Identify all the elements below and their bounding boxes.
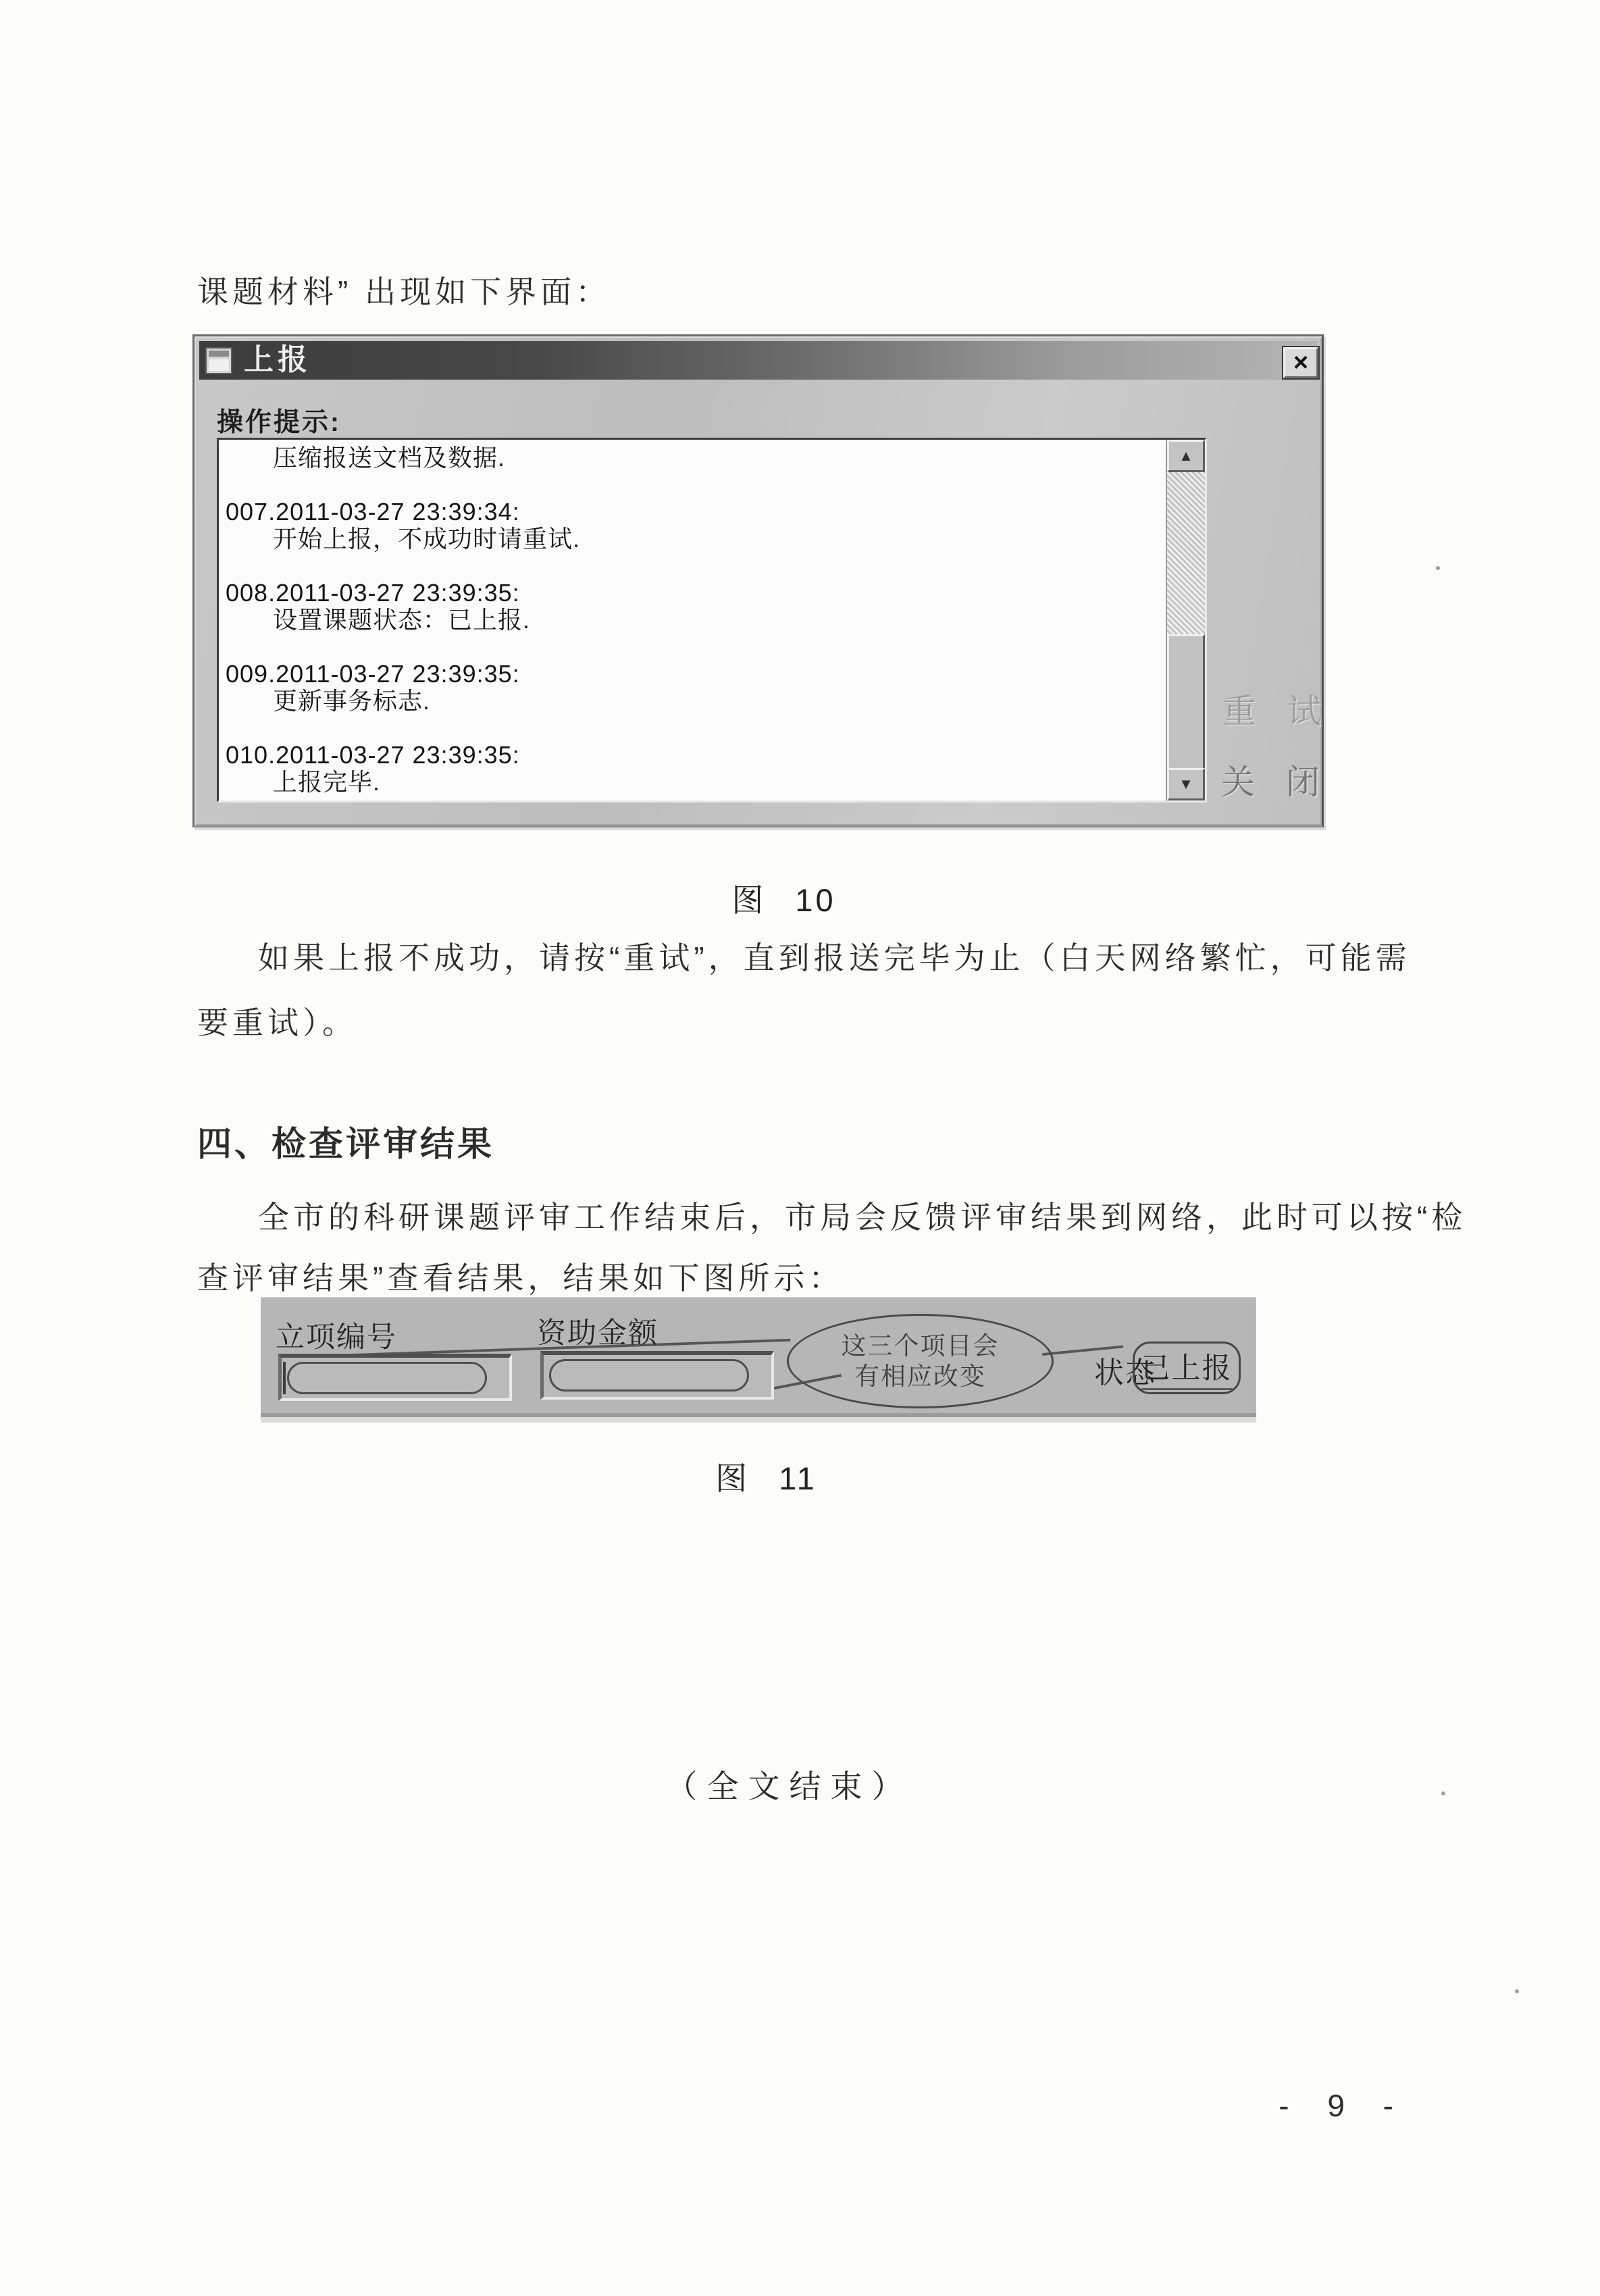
status-label: 状态 — [1094, 1356, 1156, 1389]
scrollbar-thumb[interactable] — [1167, 634, 1205, 772]
scrollbar-track[interactable] — [1167, 472, 1205, 634]
dialog-titlebar — [199, 341, 1317, 380]
paragraph2-line2: 查评审结果”查看结果，结果如下图所示： — [197, 1260, 844, 1296]
scan-speck — [1441, 1791, 1445, 1795]
log-line: 009.2011-03-27 23:39:35: — [226, 660, 520, 688]
log-line: 开始上报，不成功时请重试. — [273, 525, 581, 553]
log-line: 压缩报送文档及数据. — [273, 444, 506, 471]
status-value: 已上报 — [1141, 1346, 1233, 1390]
log-line — [226, 715, 1166, 742]
funding-amount-input[interactable] — [540, 1351, 774, 1400]
vertical-scrollbar[interactable] — [1166, 440, 1205, 800]
paragraph1-line1: 如果上报不成功，请按“重试”，直到报送完毕为止（白天网络繁忙，可能需 — [258, 940, 1411, 975]
annotation-circle-2 — [549, 1359, 749, 1392]
caret-mark — [283, 1362, 286, 1394]
log-line: 007.2011-03-27 23:39:34: — [226, 498, 520, 526]
scan-speck — [1515, 1989, 1519, 1993]
retry-button[interactable]: 重试 — [1222, 692, 1352, 730]
log-line: 设置课题状态：已上报. — [273, 606, 531, 634]
log-line — [226, 634, 1166, 661]
log-line: 008.2011-03-27 23:39:35: — [226, 579, 520, 607]
figure11-caption: 图 11 — [715, 1460, 817, 1496]
annotation-balloon — [787, 1314, 1054, 1408]
upload-dialog-screenshot — [192, 334, 1352, 827]
end-of-document-note: （全文结束） — [665, 1768, 913, 1804]
operation-prompt-label: 操作提示: — [217, 408, 341, 437]
project-number-input[interactable] — [278, 1354, 512, 1401]
result-form-screenshot — [261, 1297, 1256, 1417]
funding-amount-label: 资助金额 — [537, 1317, 659, 1350]
scroll-up-icon[interactable]: ▲ — [1167, 440, 1205, 472]
log-listbox[interactable] — [217, 438, 1207, 802]
project-number-label: 立项编号 — [276, 1321, 397, 1354]
log-line — [226, 553, 1166, 580]
dialog-title: 上报 — [244, 343, 311, 376]
page-number: - 9 - — [1279, 2088, 1408, 2123]
close-button[interactable]: 关闭 — [1221, 763, 1351, 801]
log-line — [226, 471, 1166, 499]
section-heading: 四、检查评审结果 — [197, 1125, 495, 1163]
annotation-text-line1: 这三个项目会 — [841, 1332, 1000, 1360]
scan-speck — [1436, 566, 1440, 570]
log-line: 更新事务标志. — [273, 687, 431, 715]
status-badge — [1133, 1342, 1241, 1394]
scroll-down-icon[interactable]: ▼ — [1167, 768, 1205, 800]
log-line: 上报完毕. — [273, 768, 381, 796]
paragraph1-line2: 要重试）。 — [197, 1005, 357, 1040]
log-list — [219, 440, 1166, 800]
annotation-text-line2: 有相应改变 — [854, 1362, 986, 1390]
figure10-caption: 图 10 — [731, 882, 836, 918]
close-icon[interactable]: × — [1283, 347, 1318, 378]
intro-text: 课题材料” 出现如下界面： — [197, 274, 611, 309]
app-window-icon — [205, 347, 232, 374]
log-line: 010.2011-03-27 23:39:35: — [226, 741, 520, 769]
annotation-circle-1 — [287, 1362, 487, 1394]
paragraph2-line1: 全市的科研课题评审工作结束后，市局会反馈评审结果到网络，此时可以按“检 — [258, 1200, 1467, 1235]
